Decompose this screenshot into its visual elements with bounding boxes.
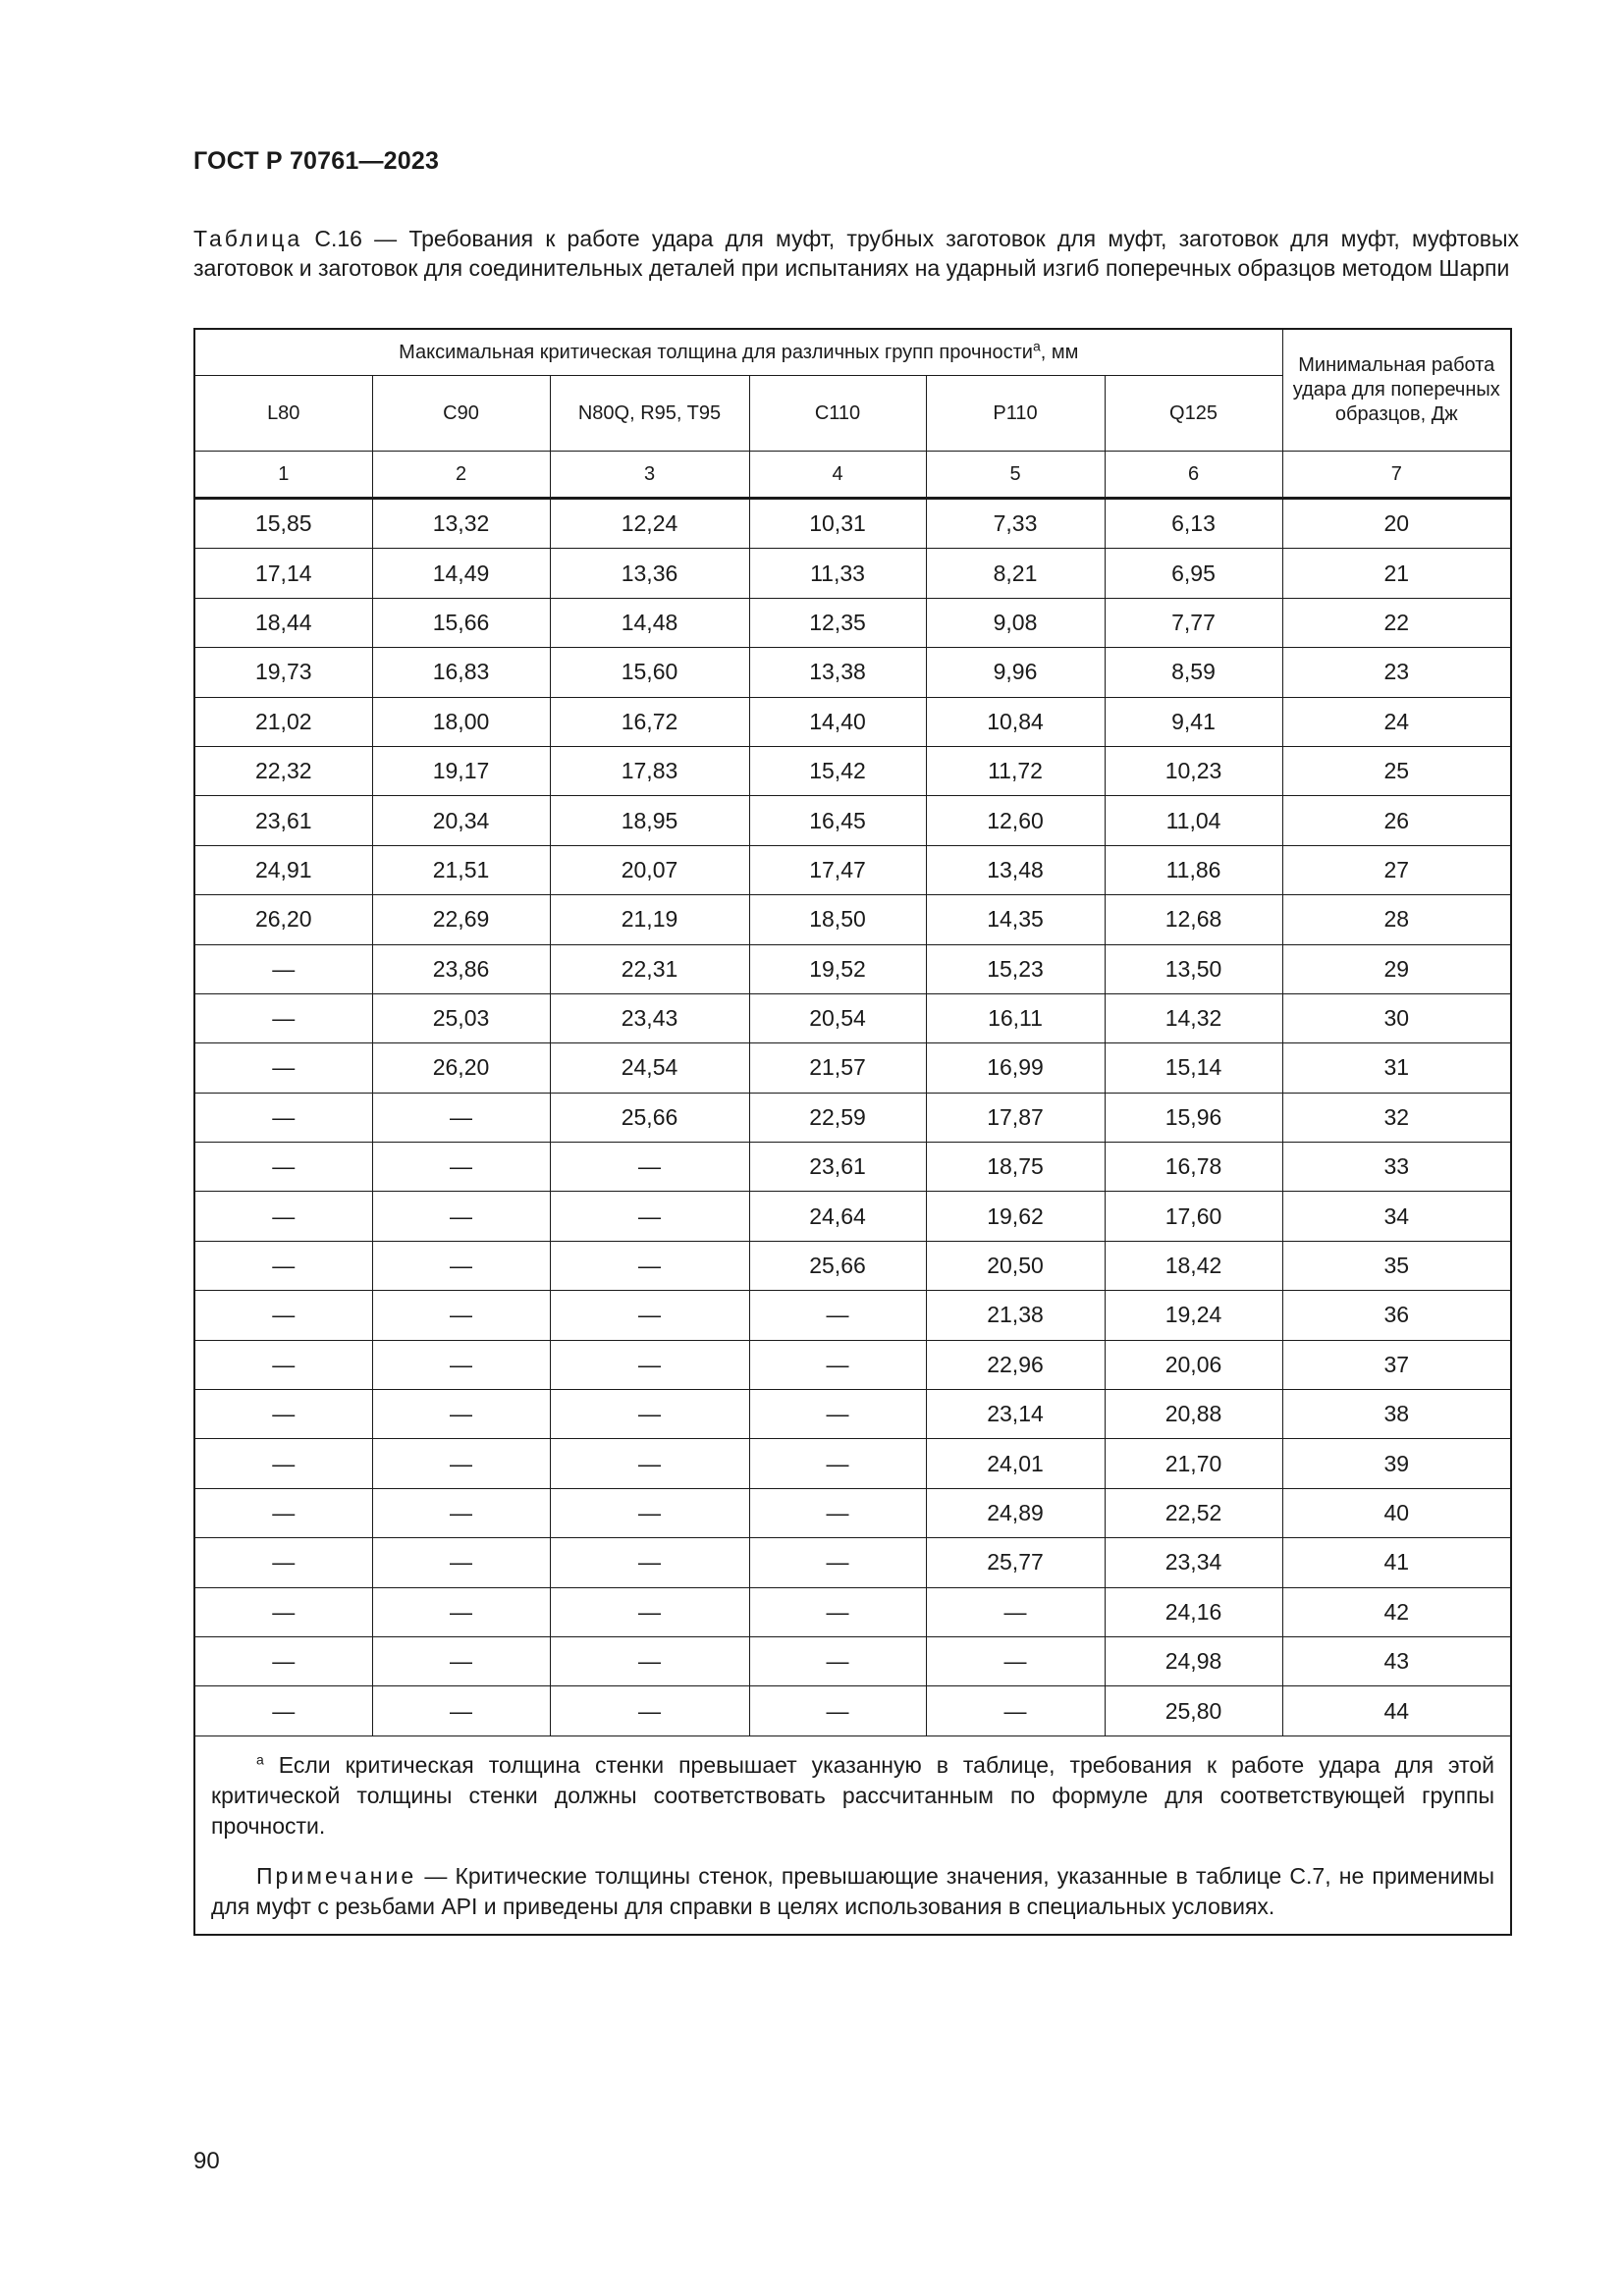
table-cell: 20,54 [749, 993, 926, 1042]
table-row [194, 1291, 1511, 1340]
column-number: 6 [1105, 452, 1282, 499]
table-cell: — [550, 1587, 749, 1636]
table-cell: — [372, 1538, 550, 1587]
table-cell: 44 [1282, 1686, 1511, 1735]
table-cell: 13,50 [1105, 944, 1282, 993]
table-cell: — [550, 1340, 749, 1389]
table-cell: — [749, 1538, 926, 1587]
table-cell: — [749, 1439, 926, 1488]
table-cell: — [194, 1241, 372, 1290]
table-cell: 25,66 [749, 1241, 926, 1290]
table-cell: — [372, 1093, 550, 1142]
table-cell: 24,89 [926, 1488, 1105, 1537]
table-cell: 22 [1282, 598, 1511, 647]
table-cell: — [926, 1587, 1105, 1636]
table-cell: 9,41 [1105, 697, 1282, 746]
table-cell: 22,96 [926, 1340, 1105, 1389]
table-cell: 13,48 [926, 845, 1105, 894]
table-cell: — [749, 1686, 926, 1735]
table-cell: 13,36 [550, 549, 749, 598]
table-row [194, 944, 1511, 993]
table-cell: 14,32 [1105, 993, 1282, 1042]
table-cell: — [749, 1587, 926, 1636]
table-cell: — [372, 1291, 550, 1340]
table-cell: 25,80 [1105, 1686, 1282, 1735]
table-cell: — [372, 1390, 550, 1439]
table-cell: 22,31 [550, 944, 749, 993]
table-cell: — [372, 1587, 550, 1636]
table-row [194, 1192, 1511, 1241]
column-number: 5 [926, 452, 1105, 499]
table-cell: 19,24 [1105, 1291, 1282, 1340]
table-cell: 10,84 [926, 697, 1105, 746]
table-cell: 23,61 [749, 1143, 926, 1192]
table-cell: — [194, 1686, 372, 1735]
table-cell: 43 [1282, 1636, 1511, 1685]
table-cell: 15,42 [749, 746, 926, 795]
table-cell: 25,77 [926, 1538, 1105, 1587]
column-header: Q125 [1105, 376, 1282, 452]
table-cell: 20,06 [1105, 1340, 1282, 1389]
table-cell: 19,73 [194, 648, 372, 697]
table-cell: 20,07 [550, 845, 749, 894]
table-cell: 15,85 [194, 499, 372, 549]
caption-label: Таблица [193, 226, 303, 251]
table-cell: — [550, 1538, 749, 1587]
column-header: C110 [749, 376, 926, 452]
table-cell: 6,13 [1105, 499, 1282, 549]
table-row [194, 549, 1511, 598]
table-cell: 23,34 [1105, 1538, 1282, 1587]
table-cell: 27 [1282, 845, 1511, 894]
table-cell: 14,35 [926, 895, 1105, 944]
table-row [194, 746, 1511, 795]
table-cell: 26,20 [372, 1043, 550, 1093]
table-cell: 24,98 [1105, 1636, 1282, 1685]
table-cell: — [550, 1439, 749, 1488]
table-row [194, 1686, 1511, 1735]
page-number: 90 [193, 2148, 220, 2174]
table-cell: 21,38 [926, 1291, 1105, 1340]
table-cell: 16,11 [926, 993, 1105, 1042]
footnote [211, 1750, 1494, 1842]
table-cell: 41 [1282, 1538, 1511, 1587]
table-cell: 22,32 [194, 746, 372, 795]
table-cell: 16,78 [1105, 1143, 1282, 1192]
table-cell: 25,66 [550, 1093, 749, 1142]
table-cell: 24,64 [749, 1192, 926, 1241]
table-cell: 17,60 [1105, 1192, 1282, 1241]
table-cell: — [194, 993, 372, 1042]
table-cell: — [194, 1291, 372, 1340]
table-cell: — [194, 1093, 372, 1142]
table-cell: — [372, 1439, 550, 1488]
note-text: — Критические толщины стенок, превышающие значения, указанные в таблице С.7, не применимы для муфт с резьбами API и приведены для справки в целях использования в специальных условиях. [211, 1862, 1495, 1919]
table-cell: 8,21 [926, 549, 1105, 598]
table-row [194, 1587, 1511, 1636]
table-cell: 18,95 [550, 796, 749, 845]
table-cell: 38 [1282, 1390, 1511, 1439]
table-row [194, 1241, 1511, 1290]
table-cell: 18,44 [194, 598, 372, 647]
table-cell: — [926, 1686, 1105, 1735]
column-header: C90 [372, 376, 550, 452]
table-footnotes [194, 1735, 1511, 1935]
table-row [194, 1439, 1511, 1488]
requirements-table [193, 328, 1512, 1936]
table-row [194, 1488, 1511, 1537]
group-header-text: Максимальная критическая толщина для различных групп прочности [399, 341, 1033, 363]
table-cell: 24 [1282, 697, 1511, 746]
column-number: 1 [194, 452, 372, 499]
table-cell: 21,57 [749, 1043, 926, 1093]
table-cell: — [926, 1636, 1105, 1685]
table-row [194, 1340, 1511, 1389]
table-cell: 24,91 [194, 845, 372, 894]
table-cell: 35 [1282, 1241, 1511, 1290]
column-header: P110 [926, 376, 1105, 452]
table-cell: 9,96 [926, 648, 1105, 697]
table-cell: 39 [1282, 1439, 1511, 1488]
table-cell: 25 [1282, 746, 1511, 795]
table-cell: 21,51 [372, 845, 550, 894]
table-cell: 17,47 [749, 845, 926, 894]
table-cell: 12,60 [926, 796, 1105, 845]
table-cell: 12,35 [749, 598, 926, 647]
table-cell: 23,61 [194, 796, 372, 845]
table-cell: — [194, 1143, 372, 1192]
table-cell: 10,31 [749, 499, 926, 549]
table-cell: 18,00 [372, 697, 550, 746]
document-header: ГОСТ Р 70761—2023 [193, 147, 440, 175]
table-cell: 24,16 [1105, 1587, 1282, 1636]
table-cell: 6,95 [1105, 549, 1282, 598]
footnote-text: Если критическая толщина стенки превышает указанную в таблице, требования к работе удара для этой критической толщины стенки должны соответствовать рассчитанным по формуле для соответствующей группы прочности. [211, 1751, 1495, 1839]
table-cell: 16,99 [926, 1043, 1105, 1093]
group-header-footnote-mark: a [1032, 337, 1041, 353]
table-cell: — [550, 1143, 749, 1192]
table-cell: — [550, 1291, 749, 1340]
table-cell: 25,03 [372, 993, 550, 1042]
table-cell: 16,83 [372, 648, 550, 697]
table-cell: 18,75 [926, 1143, 1105, 1192]
table-cell: — [194, 1192, 372, 1241]
table-row [194, 648, 1511, 697]
group-header [194, 329, 1282, 376]
table-cell: — [749, 1390, 926, 1439]
column-header: N80Q, R95, T95 [550, 376, 749, 452]
table-cell: 31 [1282, 1043, 1511, 1093]
table-cell: 19,52 [749, 944, 926, 993]
table-cell: 24,54 [550, 1043, 749, 1093]
table-row [194, 499, 1511, 549]
table-cell: — [194, 1043, 372, 1093]
table-cell: 17,87 [926, 1093, 1105, 1142]
table-cell: 42 [1282, 1587, 1511, 1636]
table-cell: 15,66 [372, 598, 550, 647]
table-cell: 23,43 [550, 993, 749, 1042]
table-note [211, 1861, 1494, 1922]
table-cell: 22,69 [372, 895, 550, 944]
table-cell: — [194, 1538, 372, 1587]
table-cell: 21,02 [194, 697, 372, 746]
table-cell: 12,24 [550, 499, 749, 549]
table-cell: — [194, 1439, 372, 1488]
table-cell: 19,62 [926, 1192, 1105, 1241]
table-row [194, 845, 1511, 894]
table-cell: — [550, 1636, 749, 1685]
table-cell: 11,33 [749, 549, 926, 598]
table-cell: 7,77 [1105, 598, 1282, 647]
table-cell: — [372, 1686, 550, 1735]
table-cell: 8,59 [1105, 648, 1282, 697]
table-cell: 14,49 [372, 549, 550, 598]
table-cell: 23,86 [372, 944, 550, 993]
table-cell: 12,68 [1105, 895, 1282, 944]
table-row [194, 598, 1511, 647]
table-cell: 20,88 [1105, 1390, 1282, 1439]
table-row [194, 1636, 1511, 1685]
table-cell: — [550, 1192, 749, 1241]
table-cell: 32 [1282, 1093, 1511, 1142]
table-cell: 30 [1282, 993, 1511, 1042]
table-cell: 14,48 [550, 598, 749, 647]
group-header-unit: , мм [1040, 341, 1079, 363]
table-cell: — [194, 1636, 372, 1685]
table-cell: — [372, 1488, 550, 1537]
table-cell: 22,59 [749, 1093, 926, 1142]
table-cell: 7,33 [926, 499, 1105, 549]
column-number: 4 [749, 452, 926, 499]
table-cell: 15,60 [550, 648, 749, 697]
table-cell: 18,42 [1105, 1241, 1282, 1290]
table-cell: 15,23 [926, 944, 1105, 993]
footnote-marker: a [256, 1751, 264, 1768]
table-cell: 17,83 [550, 746, 749, 795]
table-cell: 36 [1282, 1291, 1511, 1340]
table-row [194, 697, 1511, 746]
table-cell: 26 [1282, 796, 1511, 845]
table-cell: 34 [1282, 1192, 1511, 1241]
table-row [194, 895, 1511, 944]
table-cell: 20,50 [926, 1241, 1105, 1290]
table-cell: 15,14 [1105, 1043, 1282, 1093]
table-cell: 40 [1282, 1488, 1511, 1537]
table-cell: — [550, 1686, 749, 1735]
table-cell: 18,50 [749, 895, 926, 944]
table-row [194, 1390, 1511, 1439]
column-number: 3 [550, 452, 749, 499]
table-cell: 23 [1282, 648, 1511, 697]
table-cell: 20 [1282, 499, 1511, 549]
table-cell: — [372, 1636, 550, 1685]
table-cell: — [372, 1241, 550, 1290]
table-cell: 22,52 [1105, 1488, 1282, 1537]
table-row [194, 1143, 1511, 1192]
table-cell: 13,38 [749, 648, 926, 697]
table-cell: 11,86 [1105, 845, 1282, 894]
min-work-header: Минимальная работа удара для поперечных образцов, Дж [1282, 329, 1511, 452]
table-cell: 13,32 [372, 499, 550, 549]
table-cell: 15,96 [1105, 1093, 1282, 1142]
table-cell: 9,08 [926, 598, 1105, 647]
table-cell: 17,14 [194, 549, 372, 598]
table-row [194, 993, 1511, 1042]
table-cell: — [749, 1636, 926, 1685]
table-cell: 33 [1282, 1143, 1511, 1192]
column-header: L80 [194, 376, 372, 452]
table-cell: 16,72 [550, 697, 749, 746]
table-cell: 21,19 [550, 895, 749, 944]
table-cell: 21,70 [1105, 1439, 1282, 1488]
table-cell: 20,34 [372, 796, 550, 845]
table-cell: 23,14 [926, 1390, 1105, 1439]
table-cell: 19,17 [372, 746, 550, 795]
table-cell: — [372, 1340, 550, 1389]
table-cell: — [372, 1143, 550, 1192]
caption-text: С.16 — Требования к работе удара для муфт, трубных заготовок для муфт, заготовок для муфт, муфтовых заготовок и заготовок для соединительных деталей при испытаниях на ударный изгиб поперечных образцов методом Шарпи [193, 226, 1519, 281]
table-cell: 28 [1282, 895, 1511, 944]
table-cell: — [550, 1241, 749, 1290]
table-cell: — [550, 1488, 749, 1537]
table-cell: — [194, 1340, 372, 1389]
table-cell: — [194, 1488, 372, 1537]
table-cell: — [372, 1192, 550, 1241]
table-cell: 24,01 [926, 1439, 1105, 1488]
table-cell: 16,45 [749, 796, 926, 845]
table-cell: — [194, 944, 372, 993]
table-cell: 21 [1282, 549, 1511, 598]
table-cell: — [194, 1587, 372, 1636]
table-row [194, 1043, 1511, 1093]
table-cell: 11,04 [1105, 796, 1282, 845]
table-caption [193, 224, 1519, 283]
table-cell: — [749, 1340, 926, 1389]
table-cell: — [550, 1390, 749, 1439]
table-row [194, 796, 1511, 845]
column-number: 2 [372, 452, 550, 499]
table-cell: — [749, 1291, 926, 1340]
table-cell: — [194, 1390, 372, 1439]
table-cell: 37 [1282, 1340, 1511, 1389]
column-number: 7 [1282, 452, 1511, 499]
table-cell: 26,20 [194, 895, 372, 944]
table-row [194, 1538, 1511, 1587]
table-cell: 29 [1282, 944, 1511, 993]
table-cell: 11,72 [926, 746, 1105, 795]
table-row [194, 1093, 1511, 1142]
table-cell: 14,40 [749, 697, 926, 746]
table-cell: — [749, 1488, 926, 1537]
table-cell: 10,23 [1105, 746, 1282, 795]
note-label: Примечание [256, 1862, 417, 1889]
